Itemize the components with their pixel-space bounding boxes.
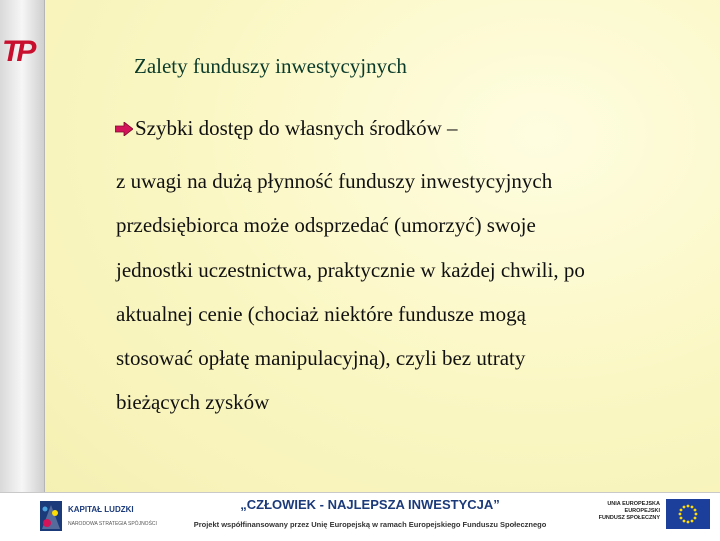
kapital-ludzki-mark-icon bbox=[38, 499, 64, 533]
slide-title: Zalety funduszy inwestycyjnych bbox=[134, 54, 407, 78]
body-line: z uwagi na dużą płynność funduszy inwestycyjnych bbox=[116, 169, 553, 193]
eu-flag-icon bbox=[666, 499, 710, 529]
body-line: stosować opłatę manipulacyjną), czyli bez utraty bbox=[116, 346, 526, 371]
arrow-bullet-icon bbox=[115, 122, 133, 136]
body-line: aktualnej cenie (chociaż niektóre fundusze mogą bbox=[116, 301, 526, 326]
kapital-ludzki-title: KAPITAŁ LUDZKI bbox=[68, 505, 134, 514]
footer-project-text: Projekt współfinansowany przez Unię Europejską w ramach Europejskiego Funduszu Społecznego bbox=[193, 520, 547, 529]
kapital-ludzki-logo bbox=[38, 497, 158, 537]
eu-label bbox=[598, 501, 660, 522]
bullet-text: Szybki dostęp do własnych środków – bbox=[135, 116, 458, 140]
body-line: jednostki uczestnictwa, praktycznie w każdej chwili, po bbox=[116, 257, 585, 282]
kapital-ludzki-subtitle: NARODOWA STRATEGIA SPÓJNOŚCI bbox=[68, 521, 157, 527]
footer-banner bbox=[0, 492, 720, 541]
tp-logo: TP bbox=[2, 35, 33, 68]
footer-slogan: „CZŁOWIEK - NAJLEPSZA INWESTYCJA” bbox=[240, 497, 500, 512]
body-line: bieżących zysków bbox=[116, 390, 270, 415]
eu-label-line: FUNDUSZ SPOŁECZNY bbox=[598, 515, 660, 521]
eu-label-line: UNIA EUROPEJSKA bbox=[607, 501, 660, 507]
left-sidebar-bar bbox=[0, 0, 45, 492]
body-line: przedsiębiorca może odsprzedać (umorzyć) swoje bbox=[116, 213, 536, 238]
body-paragraph bbox=[116, 159, 676, 425]
eu-label-line: EUROPEJSKI bbox=[624, 508, 660, 514]
bullet-row bbox=[115, 116, 458, 141]
